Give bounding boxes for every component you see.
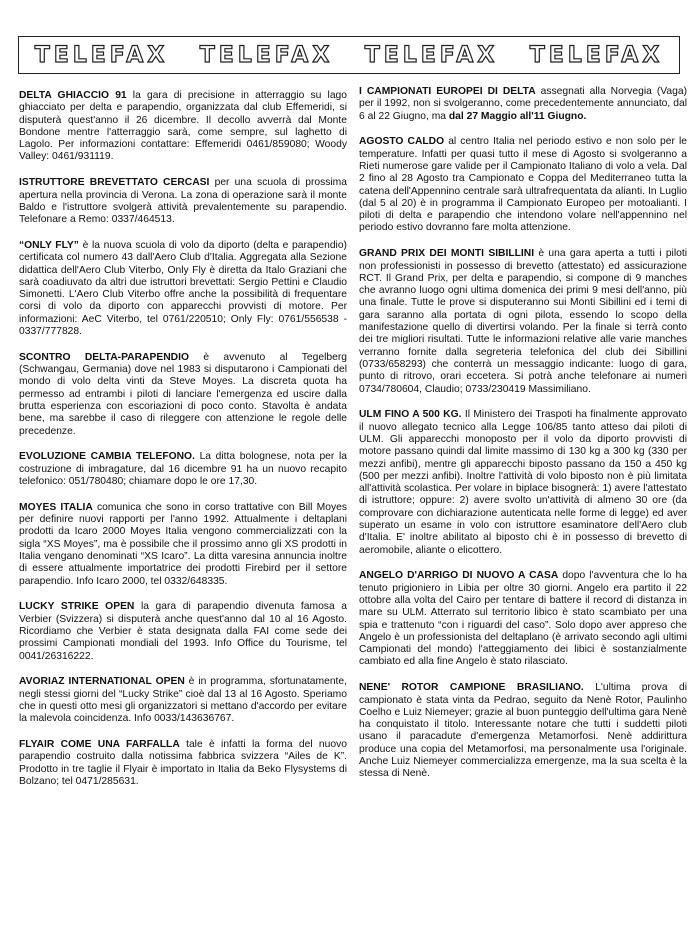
- news-item-campionati-europei: [359, 86, 687, 123]
- news-item-flyair: [19, 739, 347, 788]
- news-headline: AVORIAZ INTERNATIONAL OPEN: [19, 676, 185, 688]
- news-headline: LUCKY STRIKE OPEN: [19, 601, 135, 613]
- banner-word: TELEFAX: [34, 42, 169, 68]
- news-headline: EVOLUZIONE CAMBIA TELEFONO.: [19, 451, 195, 463]
- news-item-evoluzione: [19, 451, 347, 488]
- news-headline: I CAMPIONATI EUROPEI DI DELTA: [359, 86, 536, 97]
- news-headline: ISTRUTTORE BREVETTATO CERCASI: [19, 177, 210, 189]
- news-headline: ULM FINO A 500 KG.: [359, 409, 462, 421]
- news-headline: DELTA GHIACCIO 91: [19, 90, 127, 101]
- news-body: dopo l'avventura che lo ha tenuto prigioniero in Libia per oltre 30 giorni. Angelo era partito il 22 ottobre alla volta del Cairo per tentare di battere il record di distanza in mare su ULM. Atterrato sul territorio libico è stato scambiato per una spia e trattenuto “con i riguardi del caso”. Solo dopo aver appreso che Angelo è un professionista del deltaplano (è arrivato secondo agli ultimi Campionati del mondo) l'atteggiamento dei libici è sostanzialmente cambiato ed alla fine Angelo è stato rilasciato.: [359, 570, 687, 668]
- news-headline: FLYAIR COME UNA FARFALLA: [19, 739, 180, 751]
- news-item-grand-prix: [359, 248, 687, 396]
- news-headline: “ONLY FLY”: [19, 239, 79, 251]
- news-headline: SCONTRO DELTA-PARAPENDIO: [19, 351, 189, 363]
- right-column: [359, 86, 687, 794]
- news-item-istruttore: [19, 177, 347, 226]
- news-body: la gara di parapendio divenuta famosa a Verbier (Svizzera) si disputerà anche quest'anno dal 10 al 16 Agosto. Ricordiamo che Verbier è stata designata dalla FAI come sede dei prossimi Campionati mondiali del 1993. Info Office du Tourisme, tel 0041/26316222.: [19, 601, 347, 662]
- news-body: comunica che sono in corso trattative con Bill Moyes per definire nuovi rapporti per l'anno 1992. Attualmente i deltaplani prodotti da Icaro 2000 Moyes Italia vengono commercializzati con la sigla “XS Moyes”, ma è possibile che il prossimo anno gli XS prodotti in Italia vengano denominati “XS Icaro”. La ditta varesina annuncia inoltre di essere attualmente importatrice dei prodotti Firebird per il settore parapendio. Info Icaro 2000, tel 0332/648335.: [19, 501, 347, 587]
- news-body: L'ultima prova di campionato è stata vinta da Pedrao, seguito da Nenè Rotor, Paulinho Coelho e Luiz Niemeyer; grazie al buon punteggio dell'ultima gara Nenè ha conquistato il titolo. Interessante notare che tutti i suddetti piloti usano il paracadute d'emergenza Metamorfosi. Nenè addirittura produce una copia del Metamorfosi, ma personalmente usa l'originale. Anche Luiz Niemeyer commercializza emergenze, ma la sua scelta è la stessa di Nenè.: [359, 682, 687, 780]
- news-item-moyes: [19, 502, 347, 588]
- news-headline: MOYES ITALIA: [19, 501, 93, 513]
- news-body: Il Ministero dei Traspoti ha finalmente approvato il nuovo allegato tecnico alla Legge 106/85 tanto atteso dai piloti di ULM. Gli apparecchi monoposto per il volo da diporto provvisti di motore passano quindi dal limite massimo di 130 kg a 300 kg (330 per mezzi anfibi), mentre gli apparecchi biposto passano da 150 a 450 kg (500 per mezzi anfibi). Inoltre l'attività di volo biposto non è più limitata all'attività scolastica. Per volare in biplace bisognerà: 1) avere l'attestato di istruttore; oppure: 2) avere svolto un'attività di almeno 30 ore (da comprovare con dichiarazione autenticata nelle forme di legge) ed aver superato un esame in volo con istruttore esaminatore dell'Aero club d'Italia. E' inoltre abilitato al biposto chi è in possesso di brevetto di aeromobile, aliante o elicottero.: [359, 409, 688, 556]
- news-item-angelo: [359, 570, 687, 668]
- news-body: la gara di precisione in atterraggio su lago ghiacciato per delta e parapendio, organizzata dal club Effemeridi, si disputerà quest'anno il 26 dicembre. Il decollo avverrà dal Monte Bondone mentre l'atterraggio sarà, come sempre, sul laghetto di Lagolo. Per informazioni contattare: Effemeridi 0461/859080; Woody Valley: 0461/931119.: [19, 90, 347, 163]
- news-body: assegnati alla Norvegia (Vaga) per il 1992, non si svolgeranno, come precedentemente annunciato, dal 6 al 22 Giugno, ma: [359, 86, 687, 122]
- news-item-ulm: [359, 409, 687, 557]
- left-column: [19, 90, 347, 802]
- news-item-lucky-strike: [19, 601, 347, 662]
- news-item-nene-rotor: [359, 682, 687, 780]
- news-body: è una gara aperta a tutti i piloti non professionisti in possesso di brevetto (attestato) ed assicurazione RCT. Il Grand Prix, per delta e parapendio, si compone di 9 manches che avranno luogo ogni ultima domenica dei primi 9 mesi dell'anno, più una finale. Tutte le prove si disputeranno sui Monti Sibillini ed i temi di gara saranno alla portata di ogni pilota, essendo lo scopo della manifestazione quello di divertirsi volando. Per la finale si terrà conto dei tre migliori risultati. Tutte le informazioni relative alle varie manches verranno fornite dalla segreteria telefonica del club dei Sibillini (0733/658293) che conterrà un messaggio indicante: luogo di gara, punto di ritrovo, orari eccetera. Si potrà anche telefonare ai numeri 0734/780604, Claudio; 0733/230419 Massimiliano.: [359, 248, 687, 395]
- banner-word: TELEFAX: [529, 42, 664, 68]
- news-item-avoriaz: [19, 676, 347, 725]
- news-headline: AGOSTO CALDO: [359, 136, 445, 148]
- news-item-agosto-caldo: [359, 136, 687, 234]
- news-body: tale è infatti la forma del nuovo parapendio costruito dalla notissima fabbrica svizzera “Ailes de K”. Prodotto in tre taglie il Flyair è importato in Italia da Beko Flysystems di Bolzano; tel 0471/285631.: [19, 739, 347, 787]
- banner-word: TELEFAX: [199, 42, 334, 68]
- news-body: è in programma, sfortunatamente, negli stessi giorni del “Lucky Strike” cioè dal 13 al 16 Agosto. Speriamo che in questi otto mesi gli organizzatori si mettano d'accordo per evitare la malevola coincidenza. Info 0033/143636767.: [19, 676, 347, 725]
- news-body: al centro Italia nel periodo estivo e non solo per le temperature. Infatti per quasi tutto il mese di Agosto si svolgeranno a Rieti numerose gare valide per il Campionato Italiano di volo a vela. Dal 2 fino al 28 Agosto tra Campionato e Coppa del Mediterraneo tutta la catena dell'Appennino centrale sarà ultrafrequentata da alianti. In Luglio (dal 5 al 20) è in programma il Campionato Europeo per motoalianti. I piloti di delta e parapendio che intendono volare nell'appennino nel periodo estivo dovranno fare molta attenzione.: [359, 136, 687, 234]
- telefax-banner: [18, 36, 680, 74]
- news-body: è avvenuto al Tegelberg (Schwangau, Germania) dove nel 1983 si disputarono i Campionati del mondo di volo delta vinti da Steve Moyes. La discreta quota ha permesso ad entrambi i piloti di lanciare l'emergenza ed uscire dalla brutta esperienza con escoriazioni di poco conto. Stavolta è andata bene, ma sarebbe il caso di rileggere con attenzione le regole delle precedenze.: [19, 351, 347, 437]
- news-body: La ditta bolognese, nota per la costruzione di imbragature, dal 16 dicembre 91 ha un nuovo recapito telefonico: 051/780480; chiamare dopo le ore 17,30.: [19, 451, 347, 488]
- news-body: è la nuova scuola di volo da diporto (delta e parapendio) certificata col numero 43 dall'Aero Club d'Italia. Aggregata alla Sezione didattica dell'Aero Club Viterbo, Only Fly è diretta da Italo Graziani che sarà coadiuvato da altri due istruttori brevettati: Sergio Pettini e Claudio Simonetti. L'Aero Club Viterbo offre anche la possibilità di frequentare corsi di volo da diporto con apparecchi provvisti di motore. Per informazioni: AeC Viterbo, tel 0761/220510; Only Fly: 0761/556538 - 0337/777828.: [19, 239, 347, 338]
- news-item-only-fly: [19, 240, 347, 338]
- news-item-delta-ghiaccio: [19, 90, 347, 164]
- banner-word: TELEFAX: [364, 42, 499, 68]
- news-headline: ANGELO D'ARRIGO DI NUOVO A CASA: [359, 570, 559, 582]
- news-body: per una scuola di prossima apertura nella provincia di Verona. La zona di operazione sarà il monte Baldo e l'istruttore svolgerà attività prevalentemente su parapendio. Telefonare a Remo: 0337/464513.: [19, 177, 347, 226]
- news-highlight: dal 27 Maggio all'11 Giugno.: [448, 110, 587, 122]
- news-headline: GRAND PRIX DEI MONTI SIBILLINI: [359, 248, 535, 260]
- news-item-scontro: [19, 352, 347, 438]
- news-headline: NENE' ROTOR CAMPIONE BRASILIANO.: [359, 682, 584, 694]
